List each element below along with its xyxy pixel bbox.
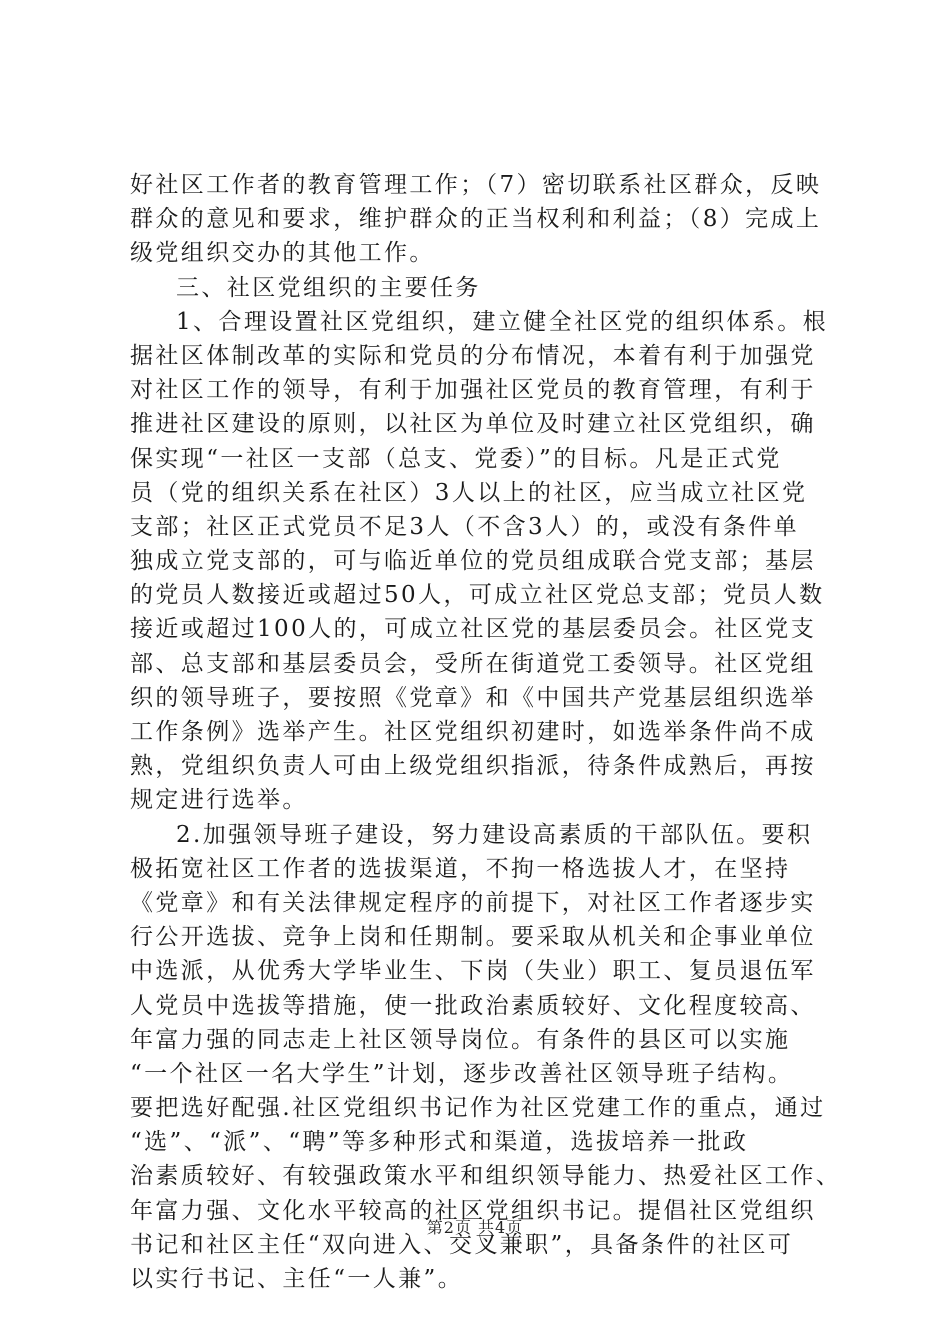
body-line: 好社区工作者的教育管理工作；（7）密切联系社区群众，反映 [130,172,822,198]
body-line: 治素质较好、有较强政策水平和组织领导能力、热爱社区工作、 [130,1163,842,1190]
paragraph-start: 2.加强领导班子建设，努力建设高素质的干部队伍。要积 [176,821,813,848]
section-heading: 三、社区党组织的主要任务 [176,274,481,301]
body-line: 独成立党支部的，可与临近单位的党员组成联合党支部；基层 [130,548,816,575]
body-line: 以实行书记、主任“一人兼”。 [130,1266,464,1292]
body-line: 中选派，从优秀大学毕业生、下岗（失业）职工、复员退伍军 [130,958,816,985]
body-line: 员（党的组织关系在社区）3人以上的社区，应当成立社区党 [130,479,808,506]
body-line: 工作条例》选举产生。社区党组织初建时，如选举条件尚不成 [130,719,816,745]
body-line: 级党组织交办的其他工作。 [130,240,435,267]
body-line: 群众的意见和要求，维护群众的正当权利和利益；（8）完成上 [130,206,822,233]
paragraph-start: 1、合理设置社区党组织，建立健全社区党的组织体系。根 [176,308,829,335]
body-line: 部、总支部和基层委员会，受所在街道党工委领导。社区党组 [130,650,816,677]
body-line: 对社区工作的领导，有利于加强社区党员的教育管理，有利于 [130,377,816,404]
body-line: 《党章》和有关法律规定程序的前提下，对社区工作者逐步实 [130,889,816,916]
body-line: 熟，党组织负责人可由上级党组织指派，待条件成熟后，再按 [130,753,816,780]
body-line: 织的领导班子，要按照《党章》和《中国共产党基层组织选举 [130,684,816,711]
body-line: 保实现“一社区一支部（总支、党委）”的目标。凡是正式党 [130,445,782,472]
body-line: 年富力强的同志走上社区领导岗位。有条件的县区可以实施 [130,1026,791,1053]
body-line: 接近或超过100人的，可成立社区党的基层委员会。社区党支 [130,616,817,643]
page-number-label: 第2页 共4页 [426,1218,524,1237]
body-line: 年富力强、文化水平较高的社区党组织书记。提倡社区党组织 [130,1197,816,1224]
body-line: 推进社区建设的原则，以社区为单位及时建立社区党组织，确 [130,411,816,438]
body-line: 极拓宽社区工作者的选拔渠道，不拘一格选拔人才，在坚持 [130,855,791,882]
body-line: 要把选好配强.社区党组织书记作为社区党建工作的重点，通过 [130,1095,826,1122]
body-line: 规定进行选举。 [130,787,308,814]
body-line: 支部；社区正式党员不足3人（不含3人）的，或没有条件单 [130,513,800,540]
body-line: “一个社区一名大学生”计划，逐步改善社区领导班子结构。 [130,1060,794,1087]
document-body [130,168,842,1296]
body-line: “选”、“派”、“聘”等多种形式和渠道，选拔培养一批政 [130,1129,749,1156]
body-line: 书记和社区主任“双向进入、交叉兼职”，具备条件的社区可 [130,1231,794,1258]
body-line: 人党员中选拔等措施，使一批政治素质较好、文化程度较高、 [130,992,816,1019]
body-line: 行公开选拔、竞争上岗和任期制。要采取从机关和企事业单位 [130,924,816,951]
body-line: 据社区体制改革的实际和党员的分布情况，本着有利于加强党 [130,342,816,369]
body-line: 的党员人数接近或超过50人，可成立社区党总支部；党员人数 [130,582,825,609]
page-footer [0,1215,950,1238]
